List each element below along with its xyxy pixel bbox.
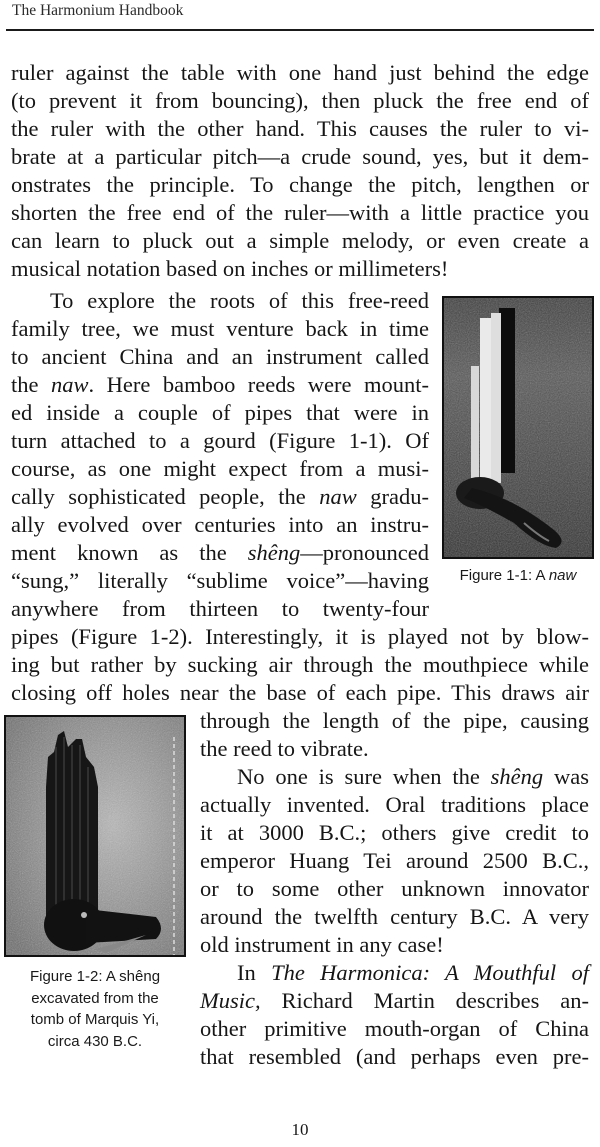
figure-caption [436,566,600,586]
text-line: it at 3000 B.C.; others give credit to [200,820,589,845]
caption-line: tomb of Marquis Yi, [30,1011,160,1028]
text-line: (to prevent it from bouncing), then pluck the free end of [11,88,589,113]
text-line: ally evolved over centuries into an instru- [11,512,429,537]
text-run: was [543,764,589,789]
text-line [200,987,589,1015]
text-line: ed inside a couple of pipes that were in [11,400,429,425]
caption-line: circa 430 B.C. [47,1032,143,1050]
caption-line: excavated from the [31,989,159,1007]
text-run: . Here bamboo reeds were mount- [88,372,429,397]
naw-photo [442,296,594,559]
text-run: cally sophisticated people, the [11,484,320,509]
text-line: through the length of the pipe, causing [200,708,589,733]
text-run: Richard Martin describes an- [260,988,589,1013]
text-line [237,959,589,987]
text-line: the reed to vibrate. [200,736,369,761]
figure-caption [0,966,190,1052]
text-line: old instrument in any case! [200,932,444,957]
italic-term: shêng [490,764,544,789]
text-line: the ruler with the other hand. This causes the ruler to vi- [11,116,589,141]
italic-book-title: Music, [200,988,261,1013]
text-line: musical notation based on inches or millimeters! [11,256,449,281]
text-line: or to some other unknown innovator [200,876,589,901]
text-line: to ancient China and an instrument called [11,344,429,369]
italic-term: shêng [247,540,301,565]
italic-term: naw [319,484,357,509]
text-run: gradu- [356,484,429,509]
text-line: can learn to pluck out a simple melody, or even create a [11,228,589,253]
text-run: the [11,372,51,397]
text-line: family tree, we must venture back in time [11,316,429,341]
text-line: ruler against the table with one hand just behind the edge [11,60,589,85]
text-line [11,483,429,511]
text-line: actually invented. Oral traditions place [200,792,589,817]
italic-book-title: The Harmonica: A Mouthful of [271,960,589,985]
text-run: —pronounced [300,540,429,565]
caption-text: Figure 1-1: A [459,567,549,584]
text-line [11,539,429,567]
caption-italic-term: naw [548,567,577,584]
text-line: To explore the roots of this free-reed [50,288,429,313]
sheng-photo [4,715,186,957]
text-line: anywhere from thirteen to twenty-four [11,596,429,621]
text-line: brate at a particular pitch—a crude sound, yes, but it dem- [11,144,589,169]
text-line: pipes (Figure 1-2). Interestingly, it is played not by blow- [11,624,589,649]
text-line: turn attached to a gourd (Figure 1-1). Of [11,428,429,453]
text-line: closing off holes near the base of each pipe. This draws air [11,680,589,705]
text-run: In [237,960,272,985]
text-line: onstrates the principle. To change the pitch, lengthen or [11,172,589,197]
header-rule [6,29,594,31]
text-line: “sung,” literally “sublime voice”—having [11,568,429,593]
text-line: that resembled (and perhaps even pre- [200,1044,589,1069]
text-line: other primitive mouth-organ of China [200,1016,589,1041]
text-line [237,763,589,791]
italic-term: naw [50,372,89,397]
text-line: shorten the free end of the ruler—with a little practice you [11,200,589,225]
text-run: ment known as the [11,540,248,565]
running-title: The Harmonium Handbook [12,2,184,19]
text-line: course, as one might expect from a musi- [11,456,429,481]
sheng-illustration [6,717,184,955]
text-line [11,371,429,399]
text-line: emperor Huang Tei around 2500 B.C., [200,848,589,873]
text-line: ing but rather by sucking air through the mouthpiece while [11,652,589,677]
page-number: 10 [291,1120,309,1139]
text-run: No one is sure when the [237,764,491,789]
naw-illustration [444,298,592,557]
text-line: around the twelfth century B.C. A very [200,904,589,929]
caption-line: Figure 1-2: A shêng [29,968,161,985]
